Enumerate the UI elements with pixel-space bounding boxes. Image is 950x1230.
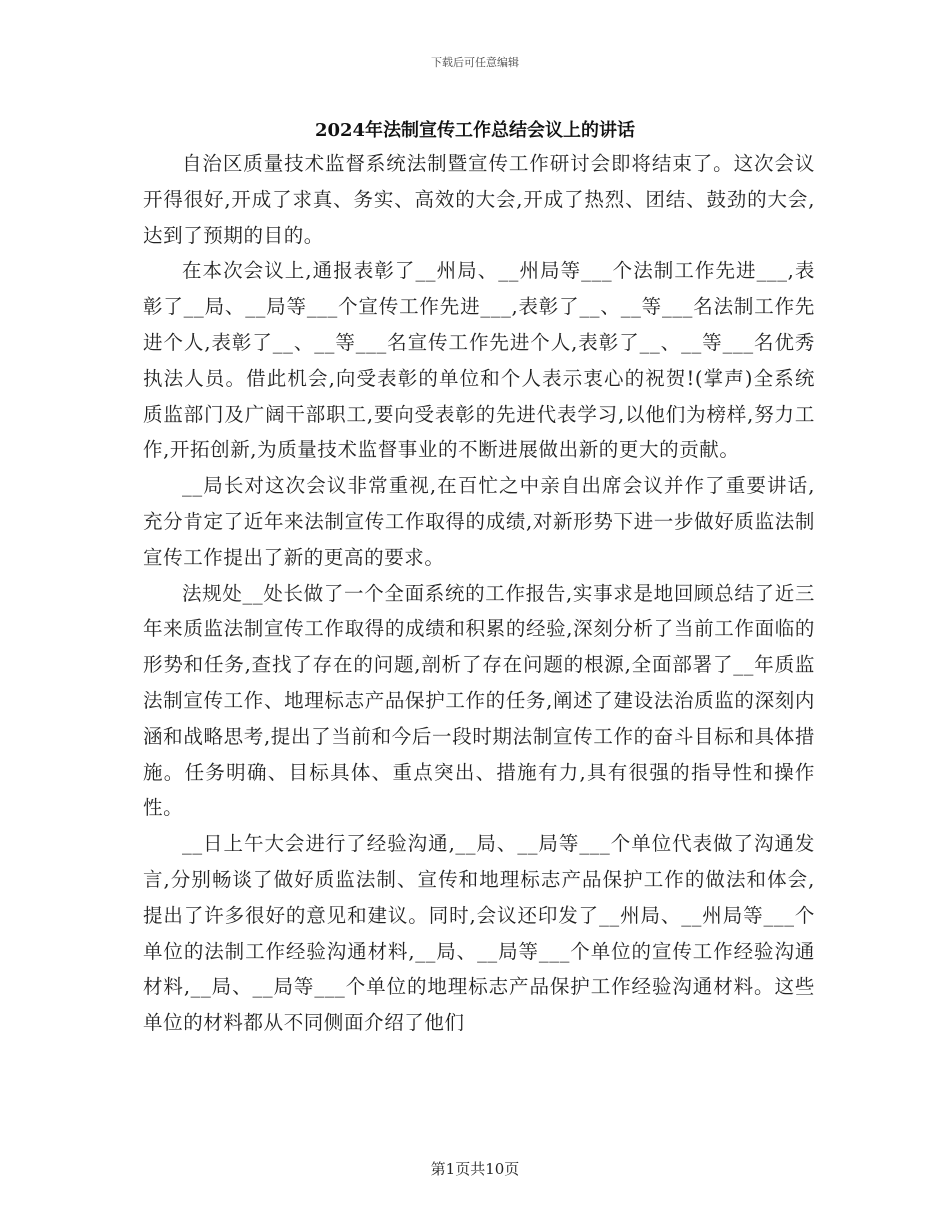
page-number: 第1页共10页 (430, 1160, 520, 1178)
document-body (143, 146, 815, 1041)
paragraph: 自治区质量技术监督系统法制暨宣传工作研讨会即将结束了。这次会议开得很好,开成了求真、务实、高效的大会,开成了热烈、团结、鼓劲的大会,达到了预期的目的。 (143, 152, 815, 247)
document-title: 2024年法制宣传工作总结会议上的讲话 (314, 120, 636, 141)
paragraph: 在本次会议上,通报表彰了__州局、__州局等___个法制工作先进___,表彰了__局、__局等___个宣传工作先进___,表彰了__、__等___名法制工作先进个人,表彰了__、__等___名宣传工作先进个人,表彰了__、__等___名优秀执法人员。借此机会,向受表彰的单位和个人表示衷心的祝贺!(掌声)全系统质监部门及广阔干部职工,要向受表彰的先进代表学习,以他们为榜样,努力工作,开拓创新,为质量技术监督事业的不断进展做出新的更大的贡献。 (143, 259, 815, 462)
paragraph: 法规处__处长做了一个全面系统的工作报告,实事求是地回顾总结了近三年来质监法制宣传工作取得的成绩和积累的经验,深刻分析了当前工作面临的形势和任务,查找了存在的问题,剖析了存在问题的根源,全面部署了__年质监法制宣传工作、地理标志产品保护工作的任务,阐述了建设法治质监的深刻内涵和战略思考,提出了当前和今后一段时期法制宣传工作的奋斗目标和具体措施。任务明确、目标具体、重点突出、措施有力,具有很强的指导性和操作性。 (143, 581, 815, 820)
paragraph: __局长对这次会议非常重视,在百忙之中亲自出席会议并作了重要讲话,充分肯定了近年来法制宣传工作取得的成绩,对新形势下进一步做好质监法制宣传工作提出了新的更高的要求。 (143, 474, 815, 569)
header-note: 下载后可任意编辑 (431, 56, 519, 69)
paragraph: __日上午大会进行了经验沟通,__局、__局等___个单位代表做了沟通发言,分别畅谈了做好质监法制、宣传和地理标志产品保护工作的做法和体会,提出了许多很好的意见和建议。同时,会议还印发了__州局、__州局等___个单位的法制工作经验沟通材料,__局、__局等___个单位的宣传工作经验沟通材料,__局、__局等___个单位的地理标志产品保护工作经验沟通材料。这些单位的材料都从不同侧面介绍了他们 (143, 832, 815, 1035)
